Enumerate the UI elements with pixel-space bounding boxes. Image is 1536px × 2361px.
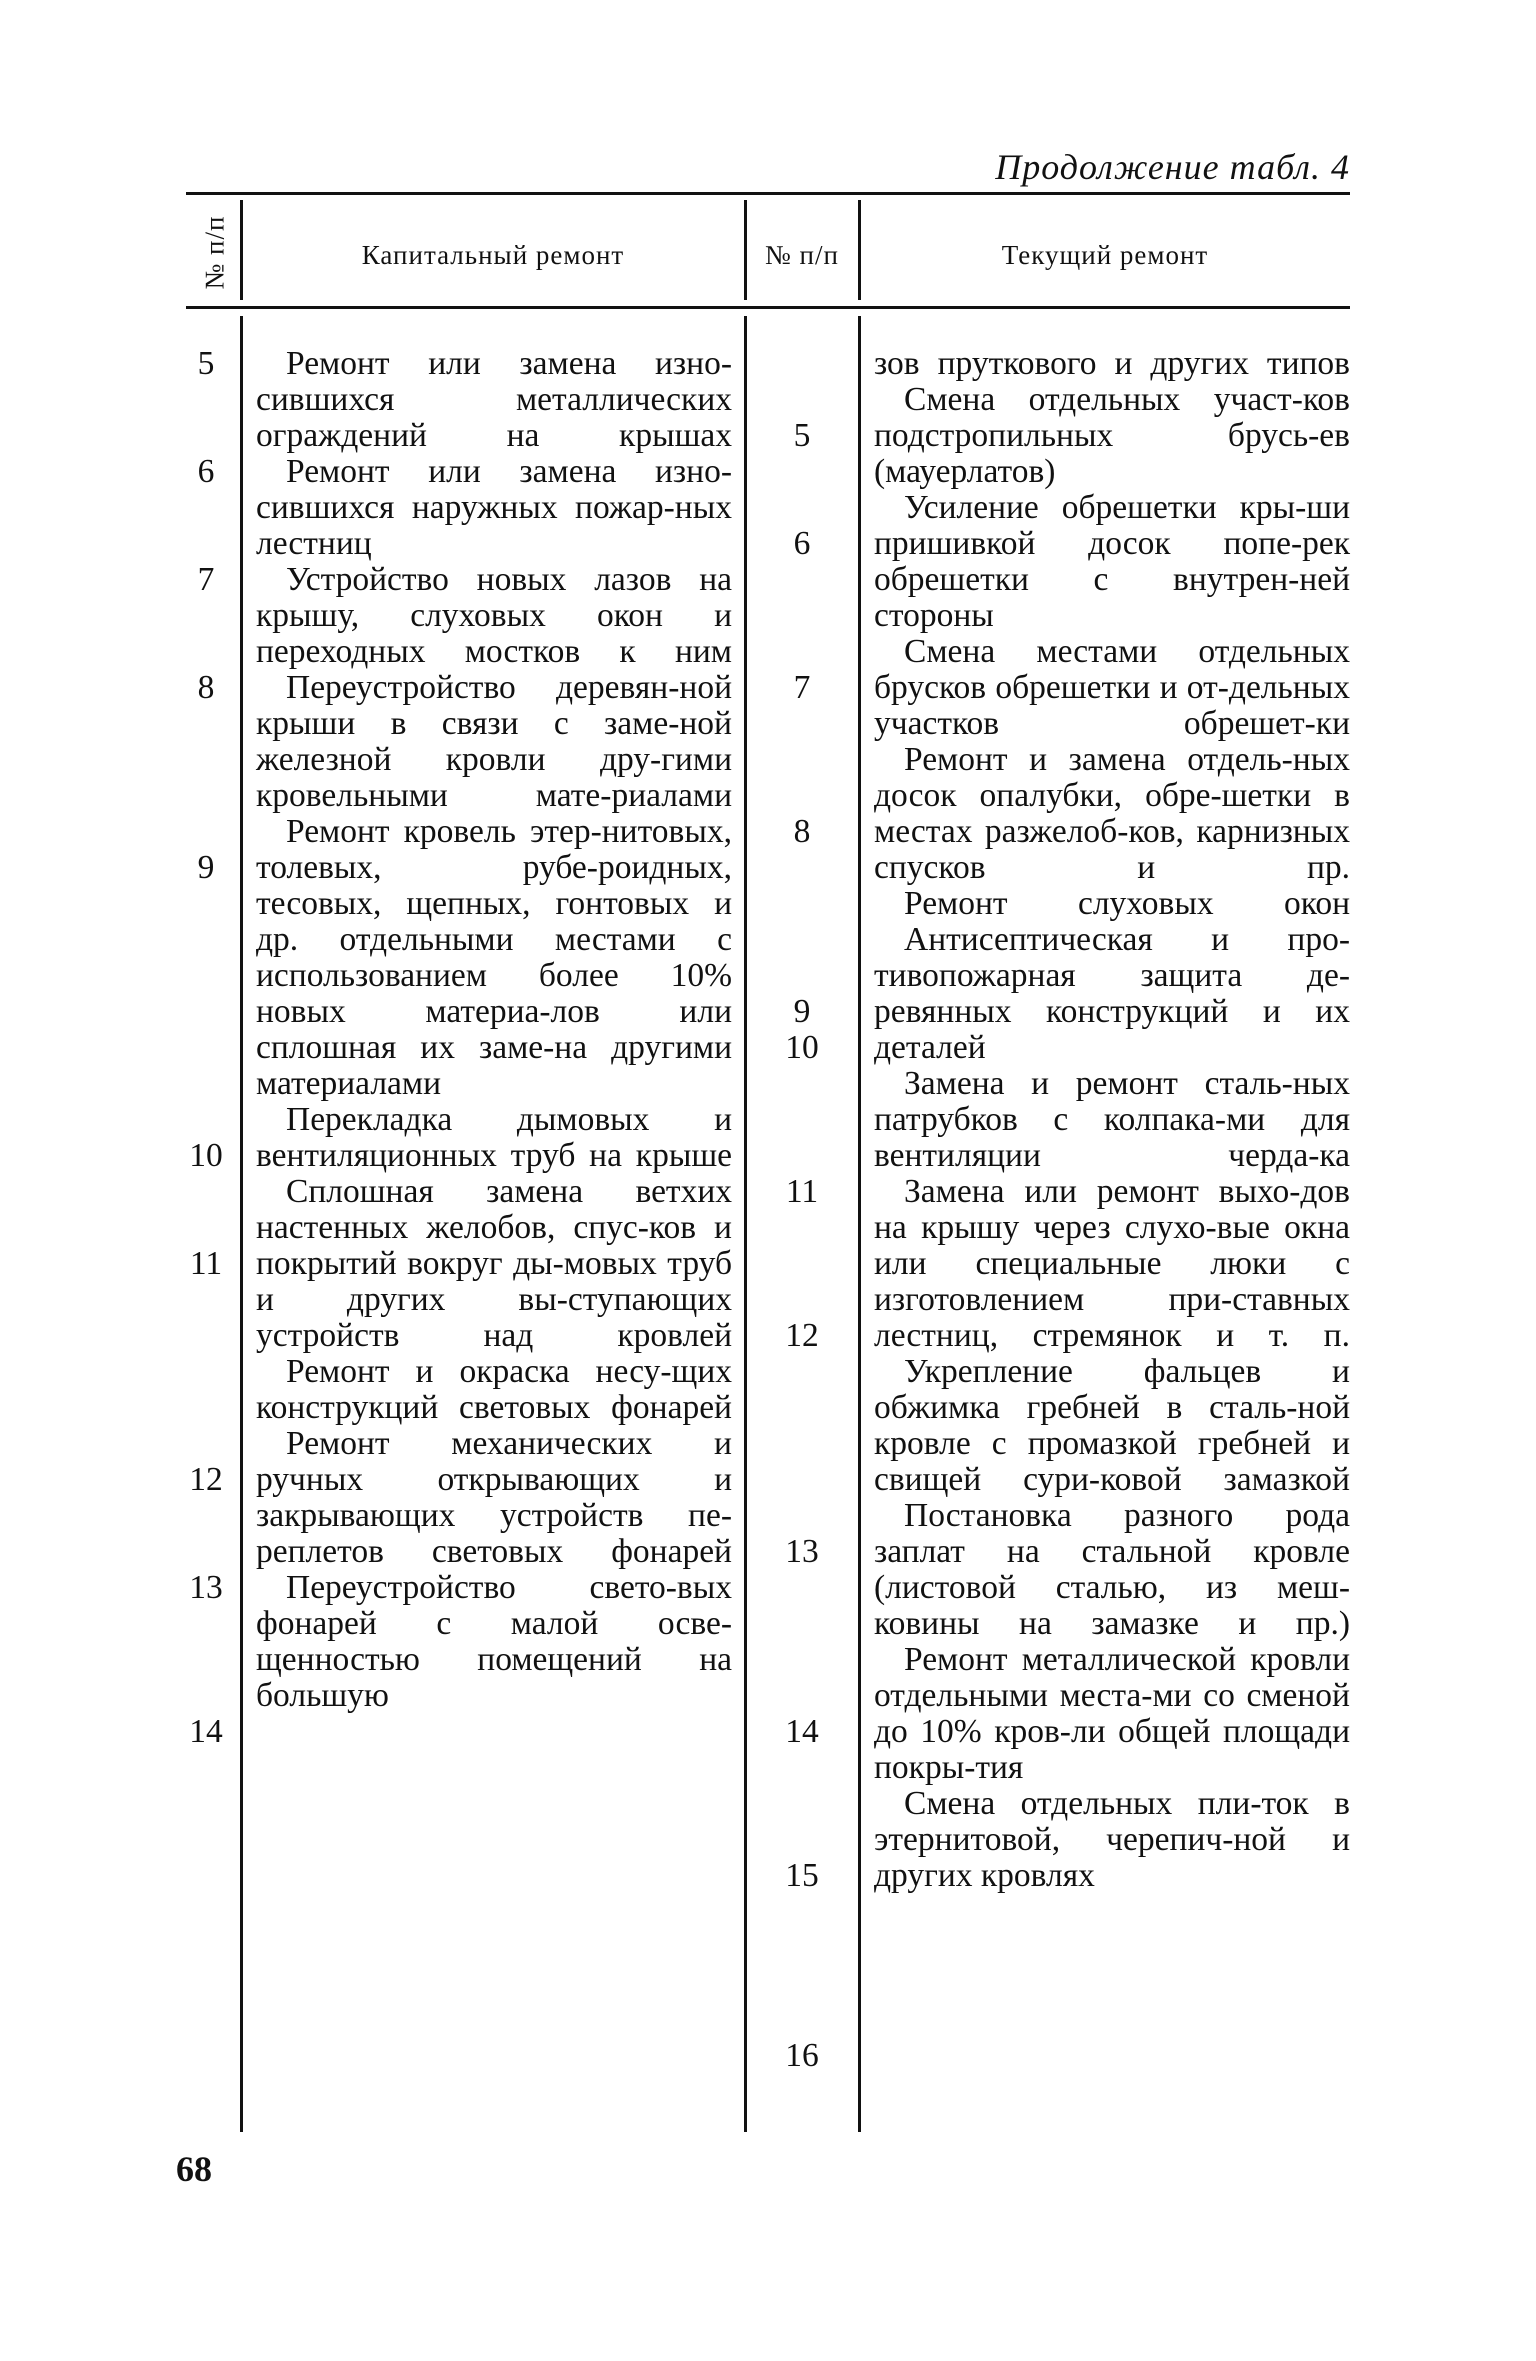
current-entry-13: Укрепление фальцев и обжимка гребней в сталь-ной кровле с промазкой гребней и свищей сури-ковой замазкой (874, 1353, 1350, 1498)
left-num-14: 14 (189, 1713, 223, 1750)
capital-entry-11: Сплошная замена ветхих настенных желобов, спус-ков и покрытий вокруг ды-мовых труб и других вы-ступающих устройств над кровлей (256, 1173, 732, 1354)
left-num-11: 11 (189, 1245, 223, 1282)
current-entry-16: Смена отдельных пли-ток в этернитовой, черепич-ной и других кровлях (874, 1785, 1350, 1894)
current-entry-5: Смена отдельных участ-ков подстропильных брусь-ев (мауерлатов) (874, 381, 1350, 490)
right-num-8: 8 (793, 813, 811, 850)
current-entry-14: Постановка разного рода заплат на стальной кровле (листовой сталью, из меш-ковины на замазке и пр.) (874, 1497, 1350, 1642)
current-entry-11: Замена и ремонт сталь-ных патрубков с колпака-ми для вентиляции черда-ка (874, 1065, 1350, 1174)
right-num-13: 13 (785, 1533, 819, 1570)
current-entry-10: Антисептическая и про-тивопожарная защита де-ревянных конструкций и их деталей (874, 921, 1350, 1066)
left-num-9: 9 (197, 849, 215, 886)
current-entry-9: Ремонт слуховых окон (904, 885, 1350, 922)
left-num-8: 8 (197, 669, 215, 706)
header-num-left-text: № п/п (199, 215, 230, 290)
right-num-7: 7 (793, 669, 811, 706)
column-divider-3-body (858, 316, 861, 2132)
header-capital-repair: Капитальный ремонт (361, 239, 625, 270)
column-divider-1 (240, 200, 243, 300)
current-entry-15: Ремонт металлической кровли отдельными места-ми со сменой до 10% кров-ли общей площади покры-тия (874, 1641, 1350, 1786)
capital-entry-9: Ремонт кровель этер-нитовых, толевых, рубе-роидных, тесовых, щепных, гонтовых и др. отдельными местами с использованием более 10% новых материа-лов или сплошная их заме-на другими материалами (256, 813, 732, 1102)
header-current-repair: Текущий ремонт (1001, 239, 1209, 270)
column-divider-2 (744, 200, 747, 300)
table-top-rule (186, 192, 1350, 195)
column-divider-1-body (240, 316, 243, 2132)
capital-repair-column (256, 346, 732, 1714)
right-num-6: 6 (793, 525, 811, 562)
table-caption: Продолжение табл. 4 (995, 147, 1350, 187)
capital-entry-13: Ремонт механических и ручных открывающих и закрывающих устройств пе-реплетов световых фонарей (256, 1425, 732, 1570)
current-entry-7: Смена местами отдельных брусков обрешетки и от-дельных участков обрешет-ки (874, 633, 1350, 742)
right-num-12: 12 (785, 1317, 819, 1354)
left-num-13: 13 (189, 1569, 223, 1606)
capital-entry-5: Ремонт или замена изно-сившихся металлических ограждений на крышах (256, 345, 732, 454)
header-num-right: № п/п (765, 239, 839, 270)
table-header-rule (186, 306, 1350, 309)
page-number: 68 (176, 2149, 212, 2189)
current-entry-8: Ремонт и замена отдель-ных досок опалубки, обре-шетки в местах разжелоб-ков, карнизных спусков и пр. (874, 741, 1350, 886)
current-repair-column (874, 346, 1350, 1894)
left-num-6: 6 (197, 453, 215, 490)
left-num-10: 10 (189, 1137, 223, 1174)
current-continuation: зов пруткового и других типов (874, 345, 1350, 382)
left-num-7: 7 (197, 561, 215, 598)
left-num-12: 12 (189, 1461, 223, 1498)
capital-entry-8: Переустройство деревян-ной крыши в связи с заме-ной железной кровли дру-гими кровельными мате-риалами (256, 669, 732, 814)
header-num-left (190, 200, 240, 305)
current-entry-12: Замена или ремонт выхо-дов на крышу через слухо-вые окна или специальные люки с изготовлением при-ставных лестниц, стремянок и т. п. (874, 1173, 1350, 1354)
right-num-14: 14 (785, 1713, 819, 1750)
capital-entry-10: Перекладка дымовых и вентиляционных труб на крыше (256, 1101, 732, 1174)
left-num-5: 5 (197, 345, 215, 382)
right-num-15: 15 (785, 1857, 819, 1894)
capital-entry-6: Ремонт или замена изно-сившихся наружных пожар-ных лестниц (256, 453, 732, 562)
right-num-11: 11 (785, 1173, 819, 1210)
capital-entry-12: Ремонт и окраска несу-щих конструкций световых фонарей (256, 1353, 732, 1426)
right-num-9: 9 (793, 993, 811, 1030)
current-entry-6: Усиление обрешетки кры-ши пришивкой досок попе-рек обрешетки с внутрен-ней стороны (874, 489, 1350, 634)
right-num-16: 16 (785, 2037, 819, 2074)
capital-entry-14: Переустройство свето-вых фонарей с малой осве-щенностью помещений на большую (256, 1569, 732, 1714)
column-divider-3 (858, 200, 861, 300)
capital-entry-7: Устройство новых лазов на крышу, слуховых окон и переходных мостков к ним (256, 561, 732, 670)
column-divider-2-body (744, 316, 747, 2132)
right-num-10: 10 (785, 1029, 819, 1066)
right-num-5: 5 (793, 417, 811, 454)
